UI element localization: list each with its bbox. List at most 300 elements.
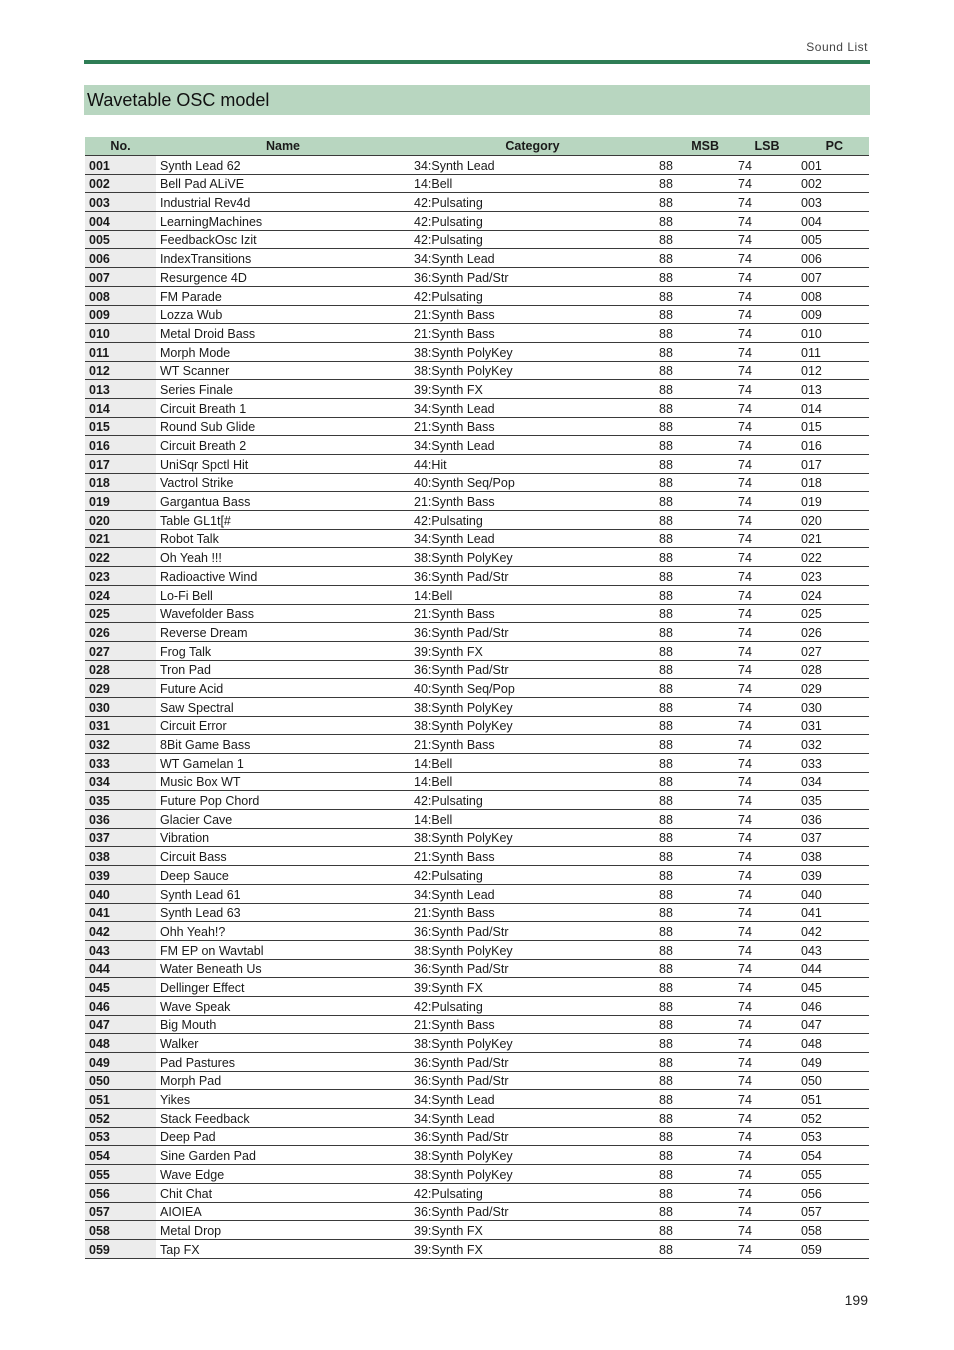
cell-no: 035 (85, 791, 156, 810)
table-row (85, 249, 869, 268)
cell-pc: 043 (801, 940, 869, 959)
cell-no: 046 (85, 996, 156, 1015)
table-row (85, 772, 869, 791)
table-row (85, 791, 869, 810)
table-row (85, 996, 869, 1015)
cell-category: 21:Synth Bass (410, 735, 655, 754)
cell-pc: 042 (801, 922, 869, 941)
cell-name: IndexTransitions (156, 249, 410, 268)
cell-pc: 056 (801, 1183, 869, 1202)
cell-pc: 058 (801, 1221, 869, 1240)
cell-no: 019 (85, 492, 156, 511)
cell-msb: 88 (655, 697, 733, 716)
cell-category: 36:Synth Pad/Str (410, 623, 655, 642)
cell-pc: 059 (801, 1239, 869, 1258)
cell-name: Ohh Yeah!? (156, 922, 410, 941)
cell-pc: 022 (801, 548, 869, 567)
cell-pc: 037 (801, 828, 869, 847)
cell-msb: 88 (655, 268, 733, 287)
cell-msb: 88 (655, 791, 733, 810)
cell-lsb: 74 (733, 1053, 801, 1072)
cell-no: 003 (85, 193, 156, 212)
cell-lsb: 74 (733, 156, 801, 175)
cell-no: 026 (85, 623, 156, 642)
sound-list-table (85, 137, 869, 1259)
cell-name: FM Parade (156, 286, 410, 305)
cell-msb: 88 (655, 398, 733, 417)
cell-category: 36:Synth Pad/Str (410, 268, 655, 287)
header-rule (84, 60, 870, 64)
cell-name: Glacier Cave (156, 810, 410, 829)
cell-lsb: 74 (733, 342, 801, 361)
cell-lsb: 74 (733, 884, 801, 903)
cell-no: 013 (85, 380, 156, 399)
table-row (85, 1146, 869, 1165)
table-row (85, 342, 869, 361)
cell-category: 14:Bell (410, 174, 655, 193)
cell-lsb: 74 (733, 1071, 801, 1090)
cell-msb: 88 (655, 866, 733, 885)
cell-lsb: 74 (733, 959, 801, 978)
table-row (85, 810, 869, 829)
cell-msb: 88 (655, 903, 733, 922)
cell-msb: 88 (655, 884, 733, 903)
cell-lsb: 74 (733, 697, 801, 716)
cell-no: 031 (85, 716, 156, 735)
table-row (85, 455, 869, 474)
cell-category: 40:Synth Seq/Pop (410, 679, 655, 698)
cell-category: 42:Pulsating (410, 212, 655, 231)
cell-name: Future Pop Chord (156, 791, 410, 810)
cell-pc: 003 (801, 193, 869, 212)
table-row (85, 1239, 869, 1258)
cell-category: 34:Synth Lead (410, 884, 655, 903)
cell-no: 044 (85, 959, 156, 978)
cell-pc: 050 (801, 1071, 869, 1090)
cell-lsb: 74 (733, 473, 801, 492)
cell-name: Table GL1t[# (156, 511, 410, 530)
cell-no: 043 (85, 940, 156, 959)
cell-msb: 88 (655, 417, 733, 436)
cell-lsb: 74 (733, 548, 801, 567)
cell-lsb: 74 (733, 940, 801, 959)
cell-category: 42:Pulsating (410, 791, 655, 810)
table-row (85, 417, 869, 436)
cell-no: 054 (85, 1146, 156, 1165)
cell-msb: 88 (655, 922, 733, 941)
cell-msb: 88 (655, 623, 733, 642)
table-row (85, 716, 869, 735)
cell-msb: 88 (655, 567, 733, 586)
cell-name: Music Box WT (156, 772, 410, 791)
cell-pc: 029 (801, 679, 869, 698)
cell-name: Lozza Wub (156, 305, 410, 324)
cell-lsb: 74 (733, 1127, 801, 1146)
column-header-lsb: LSB (733, 137, 801, 156)
cell-lsb: 74 (733, 903, 801, 922)
cell-lsb: 74 (733, 1165, 801, 1184)
cell-lsb: 74 (733, 567, 801, 586)
cell-name: Dellinger Effect (156, 978, 410, 997)
cell-lsb: 74 (733, 866, 801, 885)
cell-no: 039 (85, 866, 156, 885)
table-row (85, 324, 869, 343)
cell-category: 14:Bell (410, 810, 655, 829)
table-row (85, 473, 869, 492)
cell-no: 049 (85, 1053, 156, 1072)
table-row (85, 1034, 869, 1053)
cell-pc: 040 (801, 884, 869, 903)
cell-pc: 047 (801, 1015, 869, 1034)
table-row (85, 940, 869, 959)
cell-msb: 88 (655, 1109, 733, 1128)
column-header-msb: MSB (655, 137, 733, 156)
cell-lsb: 74 (733, 1202, 801, 1221)
cell-no: 038 (85, 847, 156, 866)
cell-lsb: 74 (733, 380, 801, 399)
cell-name: WT Gamelan 1 (156, 754, 410, 773)
cell-pc: 006 (801, 249, 869, 268)
cell-lsb: 74 (733, 735, 801, 754)
cell-no: 017 (85, 455, 156, 474)
cell-lsb: 74 (733, 585, 801, 604)
cell-category: 38:Synth PolyKey (410, 697, 655, 716)
cell-no: 016 (85, 436, 156, 455)
cell-no: 005 (85, 230, 156, 249)
cell-pc: 046 (801, 996, 869, 1015)
cell-name: Gargantua Bass (156, 492, 410, 511)
cell-no: 028 (85, 660, 156, 679)
table-row (85, 1109, 869, 1128)
cell-name: Walker (156, 1034, 410, 1053)
table-row (85, 230, 869, 249)
cell-category: 21:Synth Bass (410, 847, 655, 866)
cell-msb: 88 (655, 1165, 733, 1184)
cell-no: 034 (85, 772, 156, 791)
cell-category: 34:Synth Lead (410, 249, 655, 268)
cell-lsb: 74 (733, 193, 801, 212)
cell-lsb: 74 (733, 249, 801, 268)
cell-category: 36:Synth Pad/Str (410, 1053, 655, 1072)
cell-category: 34:Synth Lead (410, 156, 655, 175)
cell-pc: 057 (801, 1202, 869, 1221)
cell-lsb: 74 (733, 679, 801, 698)
cell-pc: 014 (801, 398, 869, 417)
cell-category: 34:Synth Lead (410, 398, 655, 417)
cell-category: 42:Pulsating (410, 1183, 655, 1202)
cell-name: Resurgence 4D (156, 268, 410, 287)
cell-lsb: 74 (733, 716, 801, 735)
cell-msb: 88 (655, 828, 733, 847)
cell-lsb: 74 (733, 772, 801, 791)
cell-msb: 88 (655, 604, 733, 623)
cell-category: 21:Synth Bass (410, 324, 655, 343)
column-header-pc: PC (801, 137, 869, 156)
cell-name: Deep Sauce (156, 866, 410, 885)
cell-pc: 020 (801, 511, 869, 530)
cell-category: 21:Synth Bass (410, 492, 655, 511)
cell-no: 029 (85, 679, 156, 698)
cell-category: 39:Synth FX (410, 641, 655, 660)
cell-pc: 028 (801, 660, 869, 679)
cell-name: Bell Pad ALiVE (156, 174, 410, 193)
cell-name: Pad Pastures (156, 1053, 410, 1072)
cell-pc: 053 (801, 1127, 869, 1146)
cell-lsb: 74 (733, 604, 801, 623)
cell-msb: 88 (655, 1183, 733, 1202)
cell-pc: 035 (801, 791, 869, 810)
cell-category: 34:Synth Lead (410, 529, 655, 548)
table-row (85, 529, 869, 548)
table-row (85, 436, 869, 455)
cell-name: Tap FX (156, 1239, 410, 1258)
cell-msb: 88 (655, 548, 733, 567)
table-row (85, 959, 869, 978)
cell-category: 38:Synth PolyKey (410, 716, 655, 735)
cell-name: Vibration (156, 828, 410, 847)
table-row (85, 1165, 869, 1184)
cell-lsb: 74 (733, 212, 801, 231)
cell-msb: 88 (655, 473, 733, 492)
cell-msb: 88 (655, 585, 733, 604)
table-row (85, 305, 869, 324)
cell-msb: 88 (655, 978, 733, 997)
cell-lsb: 74 (733, 1221, 801, 1240)
cell-msb: 88 (655, 641, 733, 660)
cell-category: 36:Synth Pad/Str (410, 567, 655, 586)
cell-name: Wavefolder Bass (156, 604, 410, 623)
cell-pc: 033 (801, 754, 869, 773)
cell-msb: 88 (655, 1034, 733, 1053)
cell-no: 050 (85, 1071, 156, 1090)
cell-msb: 88 (655, 1015, 733, 1034)
cell-name: Morph Mode (156, 342, 410, 361)
cell-category: 42:Pulsating (410, 511, 655, 530)
table-row (85, 1127, 869, 1146)
cell-name: Big Mouth (156, 1015, 410, 1034)
cell-category: 39:Synth FX (410, 978, 655, 997)
cell-pc: 007 (801, 268, 869, 287)
cell-category: 39:Synth FX (410, 380, 655, 399)
cell-lsb: 74 (733, 455, 801, 474)
cell-category: 38:Synth PolyKey (410, 828, 655, 847)
table-row (85, 212, 869, 231)
cell-no: 051 (85, 1090, 156, 1109)
cell-lsb: 74 (733, 754, 801, 773)
cell-pc: 051 (801, 1090, 869, 1109)
cell-name: Circuit Bass (156, 847, 410, 866)
table-row (85, 641, 869, 660)
cell-msb: 88 (655, 996, 733, 1015)
cell-category: 21:Synth Bass (410, 417, 655, 436)
cell-no: 018 (85, 473, 156, 492)
cell-name: Wave Edge (156, 1165, 410, 1184)
cell-name: Deep Pad (156, 1127, 410, 1146)
cell-pc: 015 (801, 417, 869, 436)
cell-pc: 039 (801, 866, 869, 885)
cell-no: 002 (85, 174, 156, 193)
cell-msb: 88 (655, 810, 733, 829)
cell-lsb: 74 (733, 174, 801, 193)
cell-msb: 88 (655, 249, 733, 268)
cell-name: Yikes (156, 1090, 410, 1109)
cell-no: 009 (85, 305, 156, 324)
cell-msb: 88 (655, 959, 733, 978)
cell-msb: 88 (655, 380, 733, 399)
cell-no: 007 (85, 268, 156, 287)
cell-pc: 055 (801, 1165, 869, 1184)
cell-no: 055 (85, 1165, 156, 1184)
cell-category: 42:Pulsating (410, 230, 655, 249)
cell-no: 057 (85, 1202, 156, 1221)
cell-pc: 048 (801, 1034, 869, 1053)
cell-pc: 023 (801, 567, 869, 586)
cell-category: 36:Synth Pad/Str (410, 1202, 655, 1221)
cell-msb: 88 (655, 436, 733, 455)
cell-category: 36:Synth Pad/Str (410, 1071, 655, 1090)
cell-pc: 026 (801, 623, 869, 642)
cell-category: 21:Synth Bass (410, 305, 655, 324)
cell-lsb: 74 (733, 978, 801, 997)
cell-category: 42:Pulsating (410, 193, 655, 212)
table-row (85, 828, 869, 847)
cell-category: 39:Synth FX (410, 1239, 655, 1258)
cell-name: Sine Garden Pad (156, 1146, 410, 1165)
cell-lsb: 74 (733, 1109, 801, 1128)
cell-name: UniSqr Spctl Hit (156, 455, 410, 474)
cell-no: 021 (85, 529, 156, 548)
cell-pc: 009 (801, 305, 869, 324)
cell-msb: 88 (655, 286, 733, 305)
cell-name: Future Acid (156, 679, 410, 698)
cell-pc: 025 (801, 604, 869, 623)
cell-name: AIOIEA (156, 1202, 410, 1221)
cell-name: Frog Talk (156, 641, 410, 660)
cell-msb: 88 (655, 342, 733, 361)
cell-name: Round Sub Glide (156, 417, 410, 436)
cell-no: 015 (85, 417, 156, 436)
cell-category: 21:Synth Bass (410, 604, 655, 623)
cell-lsb: 74 (733, 1183, 801, 1202)
table-row (85, 585, 869, 604)
cell-pc: 031 (801, 716, 869, 735)
cell-msb: 88 (655, 1239, 733, 1258)
cell-lsb: 74 (733, 361, 801, 380)
cell-msb: 88 (655, 361, 733, 380)
cell-name: Synth Lead 62 (156, 156, 410, 175)
cell-no: 023 (85, 567, 156, 586)
cell-pc: 027 (801, 641, 869, 660)
cell-lsb: 74 (733, 1090, 801, 1109)
cell-msb: 88 (655, 754, 733, 773)
table-row (85, 1071, 869, 1090)
cell-lsb: 74 (733, 847, 801, 866)
cell-category: 36:Synth Pad/Str (410, 1127, 655, 1146)
cell-category: 38:Synth PolyKey (410, 342, 655, 361)
table-row (85, 286, 869, 305)
cell-pc: 049 (801, 1053, 869, 1072)
cell-no: 008 (85, 286, 156, 305)
cell-no: 027 (85, 641, 156, 660)
section-heading-band (84, 85, 870, 115)
cell-lsb: 74 (733, 1239, 801, 1258)
cell-lsb: 74 (733, 641, 801, 660)
cell-name: Wave Speak (156, 996, 410, 1015)
cell-msb: 88 (655, 660, 733, 679)
cell-name: Metal Droid Bass (156, 324, 410, 343)
cell-lsb: 74 (733, 791, 801, 810)
cell-msb: 88 (655, 305, 733, 324)
table-row (85, 1183, 869, 1202)
cell-msb: 88 (655, 1127, 733, 1146)
cell-msb: 88 (655, 1090, 733, 1109)
cell-category: 38:Synth PolyKey (410, 1146, 655, 1165)
cell-lsb: 74 (733, 511, 801, 530)
cell-pc: 052 (801, 1109, 869, 1128)
cell-msb: 88 (655, 1202, 733, 1221)
cell-no: 037 (85, 828, 156, 847)
cell-category: 14:Bell (410, 772, 655, 791)
cell-lsb: 74 (733, 623, 801, 642)
cell-no: 022 (85, 548, 156, 567)
table-row (85, 884, 869, 903)
cell-msb: 88 (655, 324, 733, 343)
cell-category: 38:Synth PolyKey (410, 1034, 655, 1053)
table-row (85, 735, 869, 754)
cell-msb: 88 (655, 174, 733, 193)
table-row (85, 754, 869, 773)
cell-name: Circuit Breath 1 (156, 398, 410, 417)
cell-no: 041 (85, 903, 156, 922)
cell-msb: 88 (655, 193, 733, 212)
cell-name: Circuit Breath 2 (156, 436, 410, 455)
cell-no: 032 (85, 735, 156, 754)
cell-pc: 036 (801, 810, 869, 829)
cell-name: Industrial Rev4d (156, 193, 410, 212)
cell-pc: 054 (801, 1146, 869, 1165)
cell-category: 34:Synth Lead (410, 436, 655, 455)
cell-category: 42:Pulsating (410, 996, 655, 1015)
cell-pc: 038 (801, 847, 869, 866)
cell-category: 42:Pulsating (410, 866, 655, 885)
cell-name: FeedbackOsc Izit (156, 230, 410, 249)
column-header-name: Name (156, 137, 410, 156)
cell-lsb: 74 (733, 436, 801, 455)
cell-pc: 002 (801, 174, 869, 193)
cell-msb: 88 (655, 847, 733, 866)
cell-category: 42:Pulsating (410, 286, 655, 305)
cell-lsb: 74 (733, 1034, 801, 1053)
cell-name: Robot Talk (156, 529, 410, 548)
cell-name: FM EP on Wavtabl (156, 940, 410, 959)
cell-pc: 004 (801, 212, 869, 231)
cell-msb: 88 (655, 1146, 733, 1165)
cell-name: Chit Chat (156, 1183, 410, 1202)
cell-category: 21:Synth Bass (410, 903, 655, 922)
table-row (85, 492, 869, 511)
table-row (85, 660, 869, 679)
cell-no: 052 (85, 1109, 156, 1128)
cell-name: WT Scanner (156, 361, 410, 380)
table-row (85, 623, 869, 642)
cell-pc: 016 (801, 436, 869, 455)
section-title: Wavetable OSC model (87, 89, 270, 110)
cell-msb: 88 (655, 455, 733, 474)
cell-category: 36:Synth Pad/Str (410, 959, 655, 978)
cell-lsb: 74 (733, 268, 801, 287)
cell-no: 014 (85, 398, 156, 417)
table-row (85, 268, 869, 287)
